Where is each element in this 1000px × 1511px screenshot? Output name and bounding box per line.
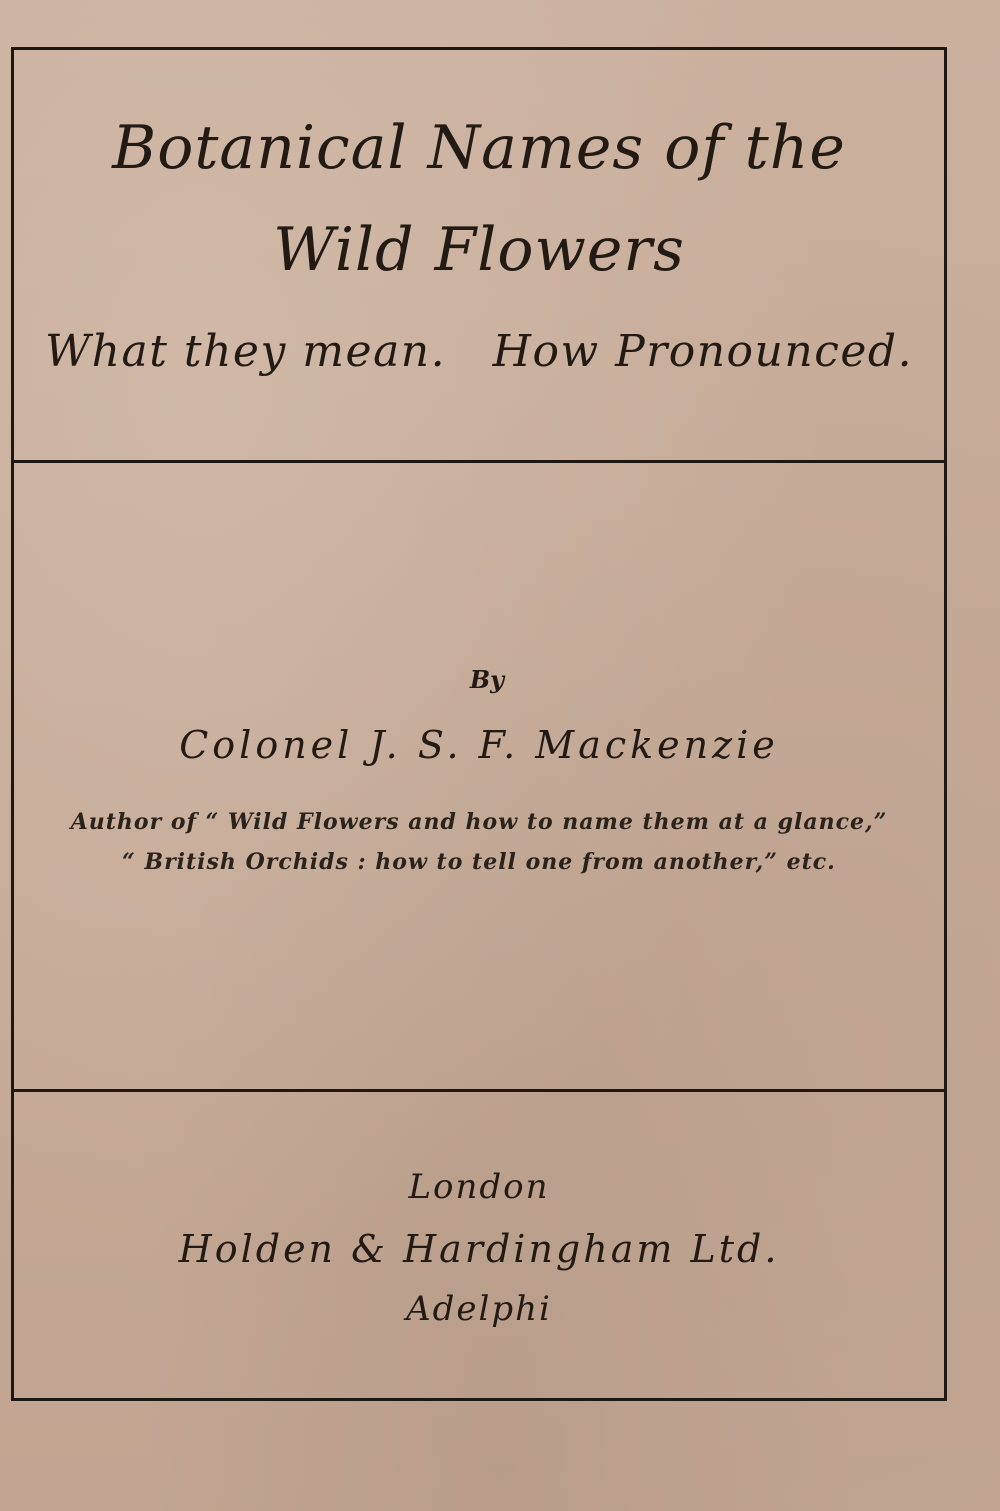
book-title-line-1: Botanical Names of the xyxy=(112,113,846,183)
title-section-divider xyxy=(11,460,947,463)
by-label: By xyxy=(469,665,505,694)
author-name: Colonel J. S. F. Mackenzie xyxy=(179,723,779,767)
publisher-city: London xyxy=(408,1167,550,1207)
publisher-section-divider xyxy=(11,1089,947,1092)
publisher-place: Adelphi xyxy=(406,1289,552,1329)
book-title-line-2: Wild Flowers xyxy=(273,215,685,285)
publisher-name: Holden & Hardingham Ltd. xyxy=(178,1227,780,1271)
book-subtitle: What they mean. How Pronounced. xyxy=(44,326,914,377)
author-credit-line: “ British Orchids : how to tell one from another,” etc. xyxy=(122,849,836,875)
author-credits xyxy=(11,802,947,882)
author-credit-line: Author of “ Wild Flowers and how to name them at a glance,” xyxy=(70,809,888,835)
